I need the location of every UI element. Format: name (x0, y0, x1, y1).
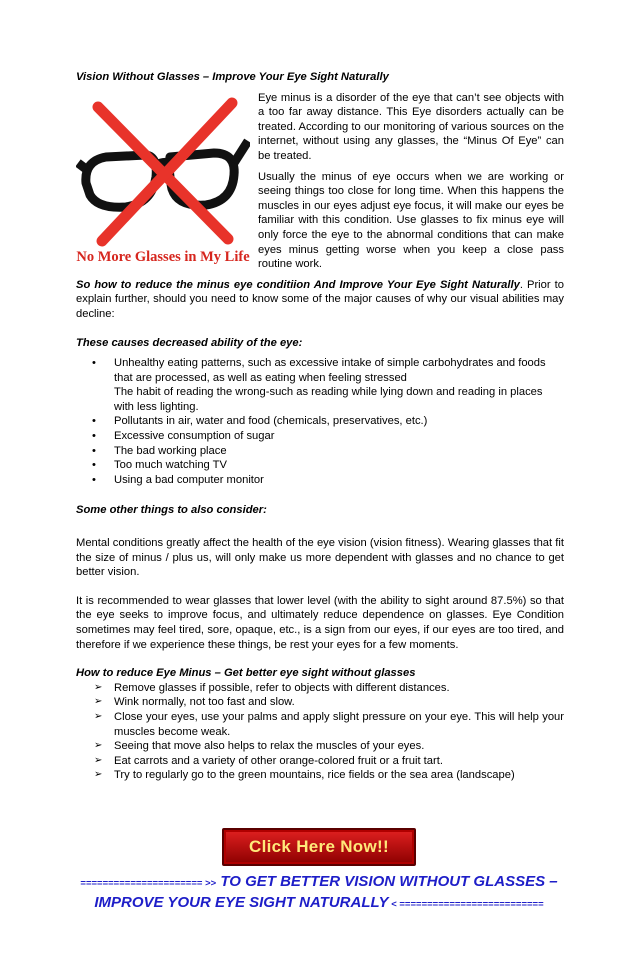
list-item: ➢ Seeing that move also helps to relax the muscles of your eyes. (114, 739, 564, 754)
promo-right-equals: < ========================== (388, 899, 544, 910)
list-item: ➢ Try to regularly go to the green mountains, rice fields or the sea area (landscape) (114, 768, 564, 783)
tips-list (76, 681, 564, 783)
crossed-out-glasses-icon (76, 91, 250, 266)
list-item: • The bad working place (114, 444, 564, 459)
cta-container (0, 828, 638, 866)
list-item: ➢ Wink normally, not too fast and slow. (114, 695, 564, 710)
list-item: • Unhealthy eating patterns, such as excessive intake of simple carbohydrates and foods that are processed, as well as eating when feeling stressed The habit of reading the wrong-such as reading while lying down and reading in places with less lighting. (114, 356, 564, 414)
reduce-intro-rest: . Prior to explain further, should you need to know some of the major causes of why our visual abilities may decline: (76, 278, 564, 320)
tips-heading: How to reduce Eye Minus – Get better eye sight without glasses (76, 667, 416, 680)
promo-line-1 (0, 872, 638, 893)
list-item: • Using a bad computer monitor (114, 473, 564, 488)
promo-line-2 (0, 893, 638, 914)
consider-paragraph-1: Mental conditions greatly affect the health of the eye vision (vision fitness). Wearing glasses that fit the size of minus / plus us, will only make us more dependent with glasses and no chance to get better vision. (76, 537, 564, 579)
list-item: • Excessive consumption of sugar (114, 429, 564, 444)
list-item: ➢ Eat carrots and a variety of other orange-colored fruit or a fruit tart. (114, 754, 564, 769)
list-item: ➢ Close your eyes, use your palms and apply slight pressure on your eye. This will help your muscles become weak. (114, 710, 564, 739)
causes-heading: These causes decreased ability of the eye: (76, 336, 303, 349)
image-caption: No More Glasses in My Life (76, 248, 250, 265)
no-glasses-image (76, 91, 250, 266)
document-body (76, 70, 564, 791)
reduce-intro-bold: So how to reduce the minus eye conditiion And Improve Your Eye Sight Naturally (76, 278, 520, 291)
list-item: • Too much watching TV (114, 458, 564, 473)
list-item: ➢ Remove glasses if possible, refer to objects with different distances. (114, 681, 564, 696)
consider-heading: Some other things to also consider: (76, 504, 267, 517)
intro-paragraph-1: Eye minus is a disorder of the eye that can’t see objects with a too far away distance. This Eye disorders actually can be treated. According to our monitoring of various sources on the internet, without using any glasses, the “Minus Of Eye” can be treated. (258, 91, 564, 162)
promo-left-equals: ====================== >> (80, 878, 217, 889)
consider-paragraph-2: It is recommended to wear glasses that lower level (with the ability to sight around 87.5%) so that the eye seeks to improve focus, and ultimately reduce dependence on glasses. Eye Condition sometimes may feel tired, sore, opaque, etc., is a sign from our eyes, if our eyes are too tired, and therefore if we experience these things, be rest your eyes for a few moments. (76, 594, 564, 651)
promo-link[interactable] (0, 872, 638, 914)
causes-list (76, 356, 564, 487)
promo-text-1: TO GET BETTER VISION WITHOUT GLASSES – (216, 873, 558, 890)
click-here-button[interactable]: Click Here Now!! (222, 828, 416, 866)
intro-paragraph-2: Usually the minus of eye occurs when we are working or seeing things too close for long time. When this happens the muscles in our eyes adjust eye focus, it will make our eyes be familiar with this condition. Use glasses to fix minus eye will only force the eye to the abnormal conditions that can make eyes minus getting worse when you keep a close pass routine work. (258, 170, 564, 271)
promo-text-2: IMPROVE YOUR EYE SIGHT NATURALLY (94, 894, 389, 911)
reduce-intro-paragraph (76, 278, 564, 322)
list-item: • Pollutants in air, water and food (chemicals, preservatives, etc.) (114, 414, 564, 429)
page-title: Vision Without Glasses – Improve Your Eye Sight Naturally (76, 71, 389, 83)
